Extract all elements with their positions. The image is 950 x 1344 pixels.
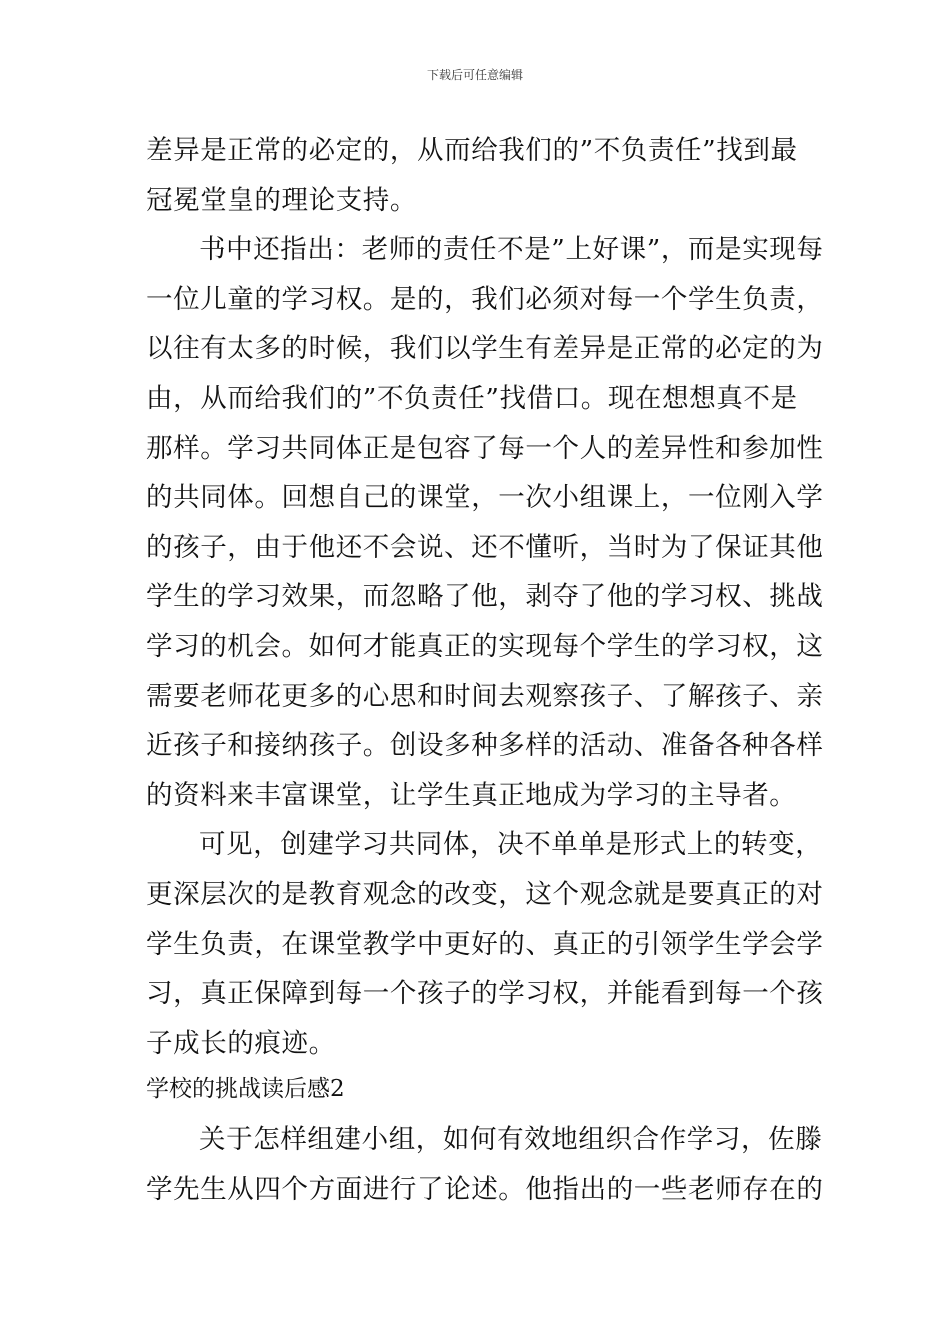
text-line: 一位儿童的学习权。是的，我们必须对每一个学生负责， [146, 283, 824, 315]
paragraph [146, 126, 826, 225]
text-line: 的共同体。回想自己的课堂，一次小组课上，一位刚入学 [146, 482, 824, 514]
text-line: 冠冕堂皇的理论支持。 [146, 184, 417, 216]
text-line: 以往有太多的时候，我们以学生有差异是正常的必定的为 [146, 333, 824, 365]
document-body [146, 126, 826, 1214]
text-line: 由，从而给我们的”不负责任”找借口。现在想想真不是 [146, 382, 798, 414]
section-heading: 学校的挑战读后感2 [146, 1076, 345, 1103]
text-line: 需要老师花更多的心思和时间去观察孩子、了解孩子、亲 [146, 680, 824, 712]
text-line: 近孩子和接纳孩子。创设多种多样的活动、准备各种各样 [146, 730, 824, 762]
text-line: 差异是正常的必定的，从而给我们的”不负责任”找到最 [146, 135, 798, 166]
paragraph [146, 820, 826, 1068]
page-header: 下载后可任意编辑 [426, 68, 523, 82]
text-line: 学生的学习效果，而忽略了他，剥夺了他的学习权、挑战 [146, 581, 824, 613]
text-line: 习，真正保障到每一个孩子的学习权，并能看到每一个孩 [146, 978, 824, 1010]
paragraph [146, 1115, 826, 1214]
text-line: 的资料来丰富课堂，让学生真正地成为学习的主导者。 [146, 779, 797, 811]
text-line: 学习的机会。如何才能真正的实现每个学生的学习权，这 [146, 630, 824, 662]
text-line: 学生负责，在课堂教学中更好的、真正的引领学生学会学 [146, 928, 824, 960]
text-line: 更深层次的是教育观念的改变，这个观念就是要真正的对 [146, 878, 824, 910]
paragraph [146, 225, 826, 820]
text-line: 的孩子，由于他还不会说、还不懂听，当时为了保证其他 [146, 531, 824, 563]
text-line: 子成长的痕迹。 [146, 1027, 336, 1059]
text-line: 关于怎样组建小组，如何有效地组织合作学习，佐滕 [199, 1124, 823, 1156]
text-line: 那样。学习共同体正是包容了每一个人的差异性和参加性 [146, 432, 824, 464]
text-line: 可见，创建学习共同体，决不单单是形式上的转变， [199, 829, 823, 861]
text-line: 学先生从四个方面进行了论述。他指出的一些老师存在的 [146, 1173, 824, 1205]
text-line: 书中还指出：老师的责任不是”上好课”，而是实现每 [199, 234, 824, 266]
